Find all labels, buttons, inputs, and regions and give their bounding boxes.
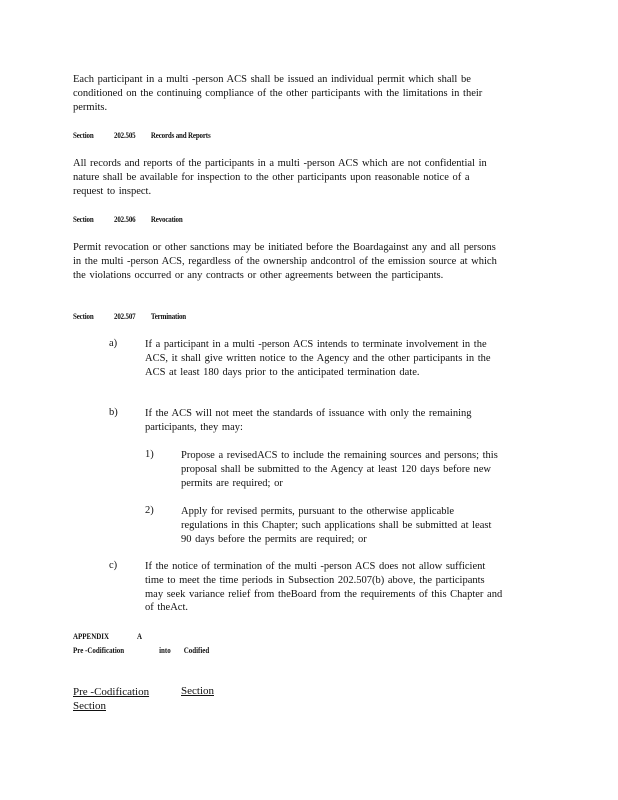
section-number: 202.507 xyxy=(114,311,136,321)
item-b1-text: Propose a revisedACS to include the remaining sources and persons; this proposal shall be submitted to the Agency at least 120 days before new permits are required; or xyxy=(181,450,498,489)
section-label: Section xyxy=(73,311,94,321)
appendix-heading xyxy=(73,631,142,641)
section-heading-202-507 xyxy=(73,311,186,321)
section-number: 202.506 xyxy=(114,214,136,224)
appendix-label: APPENDIX xyxy=(73,631,110,641)
section-label: Section xyxy=(73,130,94,140)
section-label: Section xyxy=(73,214,94,224)
paragraph-revocation: Permit revocation or other sanctions may be initiated before the Boardagainst any and all persons in the multi -person ACS, regardless of the ownership andcontrol of the emission source at which the violations occurred or any contracts or other agreements between the participants. xyxy=(73,242,497,281)
item-a-text: If a participant in a multi -person ACS intends to terminate involvement in the ACS, it shall give written notice to the Agency and the other participants in the ACS at least 180 days prior to the anticipated termination date. xyxy=(145,339,491,378)
item-b1-label: 1) xyxy=(145,449,154,460)
item-c-label: c) xyxy=(109,560,118,571)
appendix-subtitle-codified: Codified xyxy=(183,645,210,655)
item-b2-text: Apply for revised permits, pursuant to the otherwise applicable regulations in this Chapter; such applications shall be submitted at least 90 days before the permits are required; or xyxy=(181,506,492,545)
appendix-subtitle-into: into xyxy=(159,645,171,655)
section-heading-202-506 xyxy=(73,214,183,224)
appendix-letter: A xyxy=(136,631,142,641)
section-title: Termination xyxy=(150,311,187,321)
item-c-text: If the notice of termination of the multi -person ACS does not allow sufficient time to meet the time periods in Subsection 202.507(b) above, the participants may seek variance relief from theBoard from the requirements of this Chapter and of theAct. xyxy=(145,561,503,614)
item-a-label: a) xyxy=(109,338,118,349)
section-title: Revocation xyxy=(150,214,183,224)
table-header-section: Section xyxy=(181,685,214,697)
item-b-label: b) xyxy=(109,407,118,418)
appendix-subtitle xyxy=(73,645,209,655)
section-heading-202-505 xyxy=(73,130,211,140)
appendix-subtitle-pre: Pre -Codification xyxy=(73,645,125,655)
item-b-text: If the ACS will not meet the standards of issuance with only the remaining participants, they may: xyxy=(145,408,472,433)
section-number: 202.505 xyxy=(114,130,136,140)
paragraph-records-reports: All records and reports of the participants in a multi -person ACS which are not confidential in nature shall be available for inspection to the other participants upon reasonable notice of a request to inspect. xyxy=(73,158,487,197)
table-header-pre-codification-section: Pre -Codification Section xyxy=(73,686,150,712)
paragraph-participant-permits: Each participant in a multi -person ACS shall be issued an individual permit which shall be conditioned on the continuing compliance of the other participants with the limitations in their permits. xyxy=(73,74,483,113)
item-b2-label: 2) xyxy=(145,505,154,516)
section-title: Records and Reports xyxy=(150,130,211,140)
